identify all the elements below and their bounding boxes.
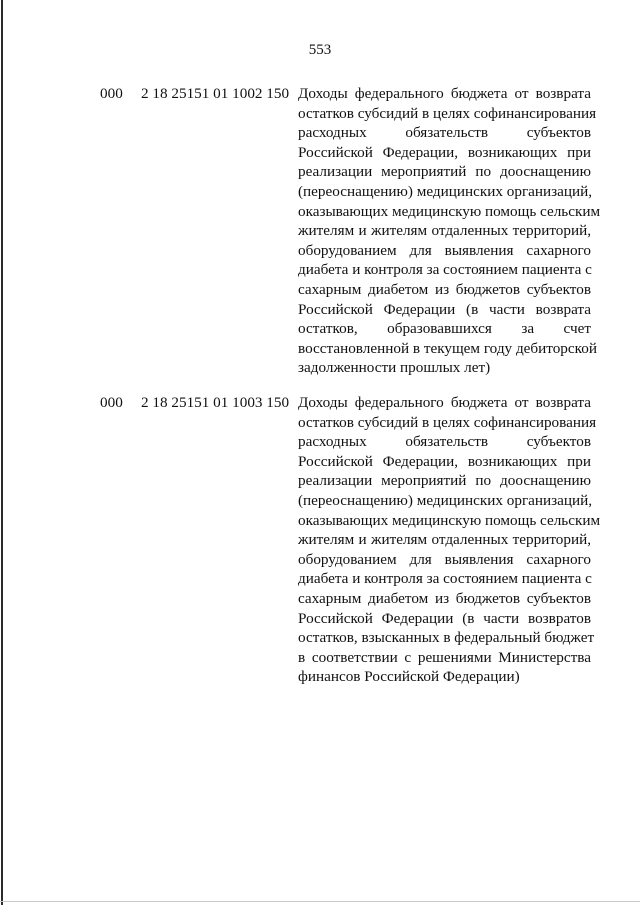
entry-description xyxy=(298,84,601,378)
description-line: остатков, образовавшихся за счет xyxy=(298,320,591,338)
description-line: расходных обязательств субъектов xyxy=(298,433,591,451)
classification-code: 2 18 25151 01 1002 150 xyxy=(141,85,290,102)
classification-code: 2 18 25151 01 1003 150 xyxy=(141,394,290,411)
description-line: остатков субсидий в целях софинансирования xyxy=(298,413,597,431)
description-line: оборудованием для выявления сахарного xyxy=(298,241,591,259)
scan-edge-line xyxy=(1,0,3,905)
description-line: остатков, взысканных в федеральный бюджет xyxy=(298,629,595,647)
description-line: (переоснащению) медицинских организаций, xyxy=(298,491,593,509)
description-line: оборудованием для выявления сахарного xyxy=(298,550,591,568)
description-line: Российской Федерации (в части возвратов xyxy=(298,609,591,627)
scan-bottom-edge xyxy=(0,901,640,902)
description-line: расходных обязательств субъектов xyxy=(298,124,591,142)
description-line: Российской Федерации, возникающих при xyxy=(298,143,591,161)
page-number: 553 xyxy=(308,42,332,58)
description-line: жителям и жителям отдаленных территорий, xyxy=(298,531,591,549)
description-line: Доходы федерального бюджета от возврата xyxy=(298,85,591,102)
description-line: диабета и контроля за состоянием пациента с xyxy=(298,570,592,588)
description-line: оказывающих медицинскую помощь сельским xyxy=(298,202,601,220)
description-line: диабета и контроля за состоянием пациента с xyxy=(298,261,592,279)
description-line: остатков субсидий в целях софинансирования xyxy=(298,104,597,122)
description-line: сахарным диабетом из бюджетов субъектов xyxy=(298,280,591,298)
description-line: оказывающих медицинскую помощь сельским xyxy=(298,511,601,529)
description-line: финансов Российской Федерации) xyxy=(298,668,520,686)
description-line: Российской Федерации (в части возврата xyxy=(298,300,591,318)
description-line: задолженности прошлых лет) xyxy=(298,359,491,377)
description-line: реализации мероприятий по дооснащению xyxy=(298,472,591,490)
description-line: восстановленной в текущем году дебиторской xyxy=(298,339,597,357)
description-line: жителям и жителям отдаленных территорий, xyxy=(298,222,591,240)
admin-code: 000 xyxy=(100,85,123,102)
description-line: (переоснащению) медицинских организаций, xyxy=(298,182,593,200)
admin-code: 000 xyxy=(100,394,123,411)
description-line: Российской Федерации, возникающих при xyxy=(298,452,591,470)
description-line: в соответствии с решениями Министерства xyxy=(298,648,591,666)
description-line: реализации мероприятий по дооснащению xyxy=(298,163,591,181)
description-line: сахарным диабетом из бюджетов субъектов xyxy=(298,589,591,607)
description-line: Доходы федерального бюджета от возврата xyxy=(298,394,591,411)
entry-description xyxy=(298,393,601,687)
